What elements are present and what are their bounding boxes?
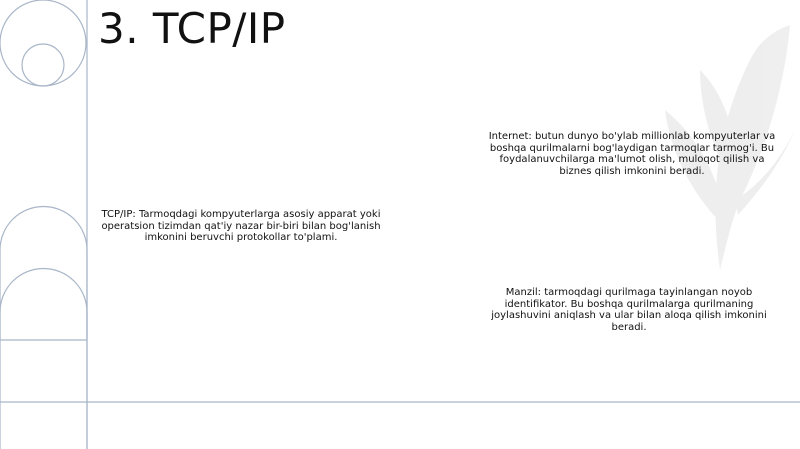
inner-circle	[22, 44, 64, 86]
outer-circle	[0, 0, 86, 86]
large-arch	[0, 207, 87, 449]
address-definition-text: Manzil: tarmoqdagi qurilmaga tayinlangan noyob identifikator. Bu boshqa qurilmalarga qurilmaning joylashuvini aniqlash va ular bilan aloqa qilish imkonini beradi.	[491, 287, 767, 333]
tcpip-definition-text: TCP/IP: Tarmoqdagi kompyuterlarga asosiy apparat yoki operatsion tizimdan qat'iy nazar bir-biri bilan bog'lanish imkonini beruvchi protokollar to'plami.	[101, 209, 381, 243]
slide-title: 3. TCP/IP	[98, 4, 286, 53]
internet-definition-text: Internet: butun dunyo bo'ylab millionlab kompyuterlar va boshqa qurilmalarni bog'laydigan tarmoqlar tarmog'i. Bu foydalanuvchilarga ma'lumot olish, muloqot qilish va biznes qilish imkonini beradi.	[488, 131, 776, 177]
small-arch	[0, 269, 87, 341]
